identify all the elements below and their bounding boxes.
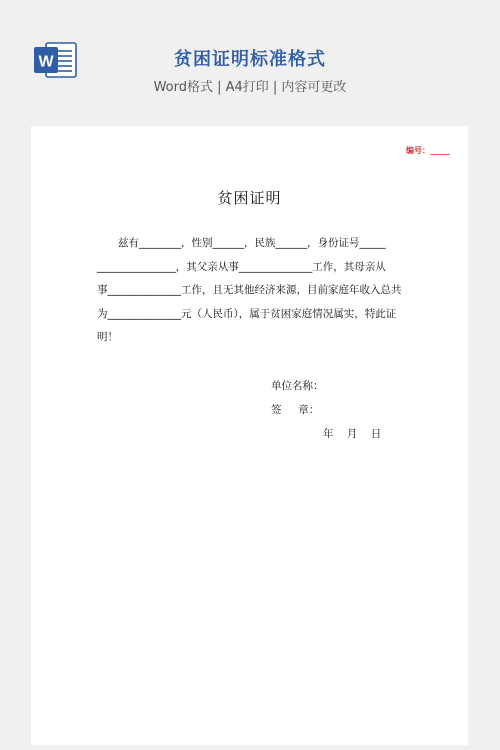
document-body (97, 232, 402, 350)
unit-name-label: 单位名称： (271, 380, 324, 392)
document-title: 贫困证明 (217, 189, 282, 207)
serial-number-label: 编号：_____ (406, 146, 450, 155)
date-label: 年 月 日 (323, 428, 382, 440)
header (0, 0, 500, 120)
body-line: 为______________元（人民币），属于贫困家庭情况属实，特此证 (97, 307, 397, 320)
body-line: 明！ (97, 331, 118, 343)
seal-label: 签 章： (271, 404, 320, 416)
page-title: 贫困证明标准格式 (174, 49, 326, 70)
body-line: _______________，其父亲从事______________工作，其母亲从 (97, 260, 386, 273)
document-page (31, 126, 468, 745)
body-line: 兹有________，性别______，民族______，身份证号_____ (118, 237, 386, 249)
body-line: 事______________工作，且无其他经济来源，目前家庭年收入总共 (97, 284, 402, 296)
word-icon-letter: W (38, 53, 54, 71)
page-subtitle: Word格式 | A4打印 | 内容可更改 (153, 80, 347, 95)
